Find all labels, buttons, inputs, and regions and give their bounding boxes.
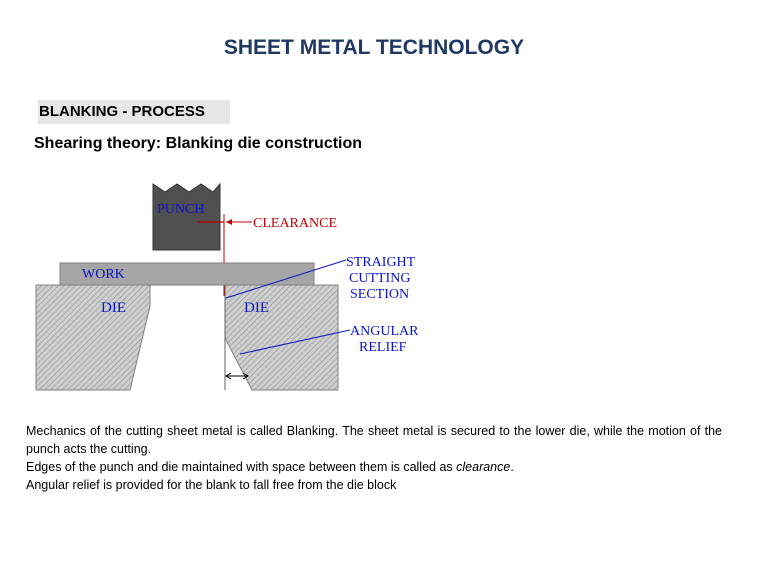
- straight-label-line3: SECTION: [350, 287, 410, 302]
- angular-label-line1: ANGULAR: [350, 324, 419, 339]
- die-right-shape: [225, 285, 338, 390]
- blanking-die-diagram: [30, 178, 450, 398]
- straight-label-line1: STRAIGHT: [346, 255, 416, 270]
- paragraph-clearance-text: Edges of the punch and die maintained with space between them is called as: [26, 460, 457, 474]
- paragraph-clearance-end: .: [510, 460, 514, 474]
- work-label: WORK: [82, 267, 125, 282]
- straight-label-line2: CUTTING: [349, 271, 411, 286]
- die-left-label: DIE: [101, 300, 126, 316]
- body-text: [26, 422, 722, 494]
- clearance-label: CLEARANCE: [253, 216, 337, 231]
- die-right-label: DIE: [244, 300, 269, 316]
- clearance-term: clearance: [456, 460, 511, 474]
- die-left-shape: [36, 285, 150, 390]
- angular-label-line2: RELIEF: [359, 340, 407, 355]
- slide-subtitle: Shearing theory: Blanking die construction: [34, 135, 363, 152]
- section-tag: [38, 100, 230, 124]
- paragraph-blanking: Mechanics of the cutting sheet metal is called Blanking. The sheet metal is secured to the lower die, while the motion of the punch acts the cutting.: [26, 424, 722, 456]
- paragraph-angular-relief: Angular relief is provided for the blank to fall free from the die block: [26, 478, 397, 492]
- slide-title: SHEET METAL TECHNOLOGY: [223, 36, 525, 59]
- paragraph-clearance: [26, 458, 722, 476]
- punch-shape: [153, 184, 220, 250]
- clearance-arrowhead: [226, 219, 232, 225]
- section-tag-label: BLANKING - PROCESS: [39, 103, 205, 120]
- punch-label: PUNCH: [157, 202, 205, 217]
